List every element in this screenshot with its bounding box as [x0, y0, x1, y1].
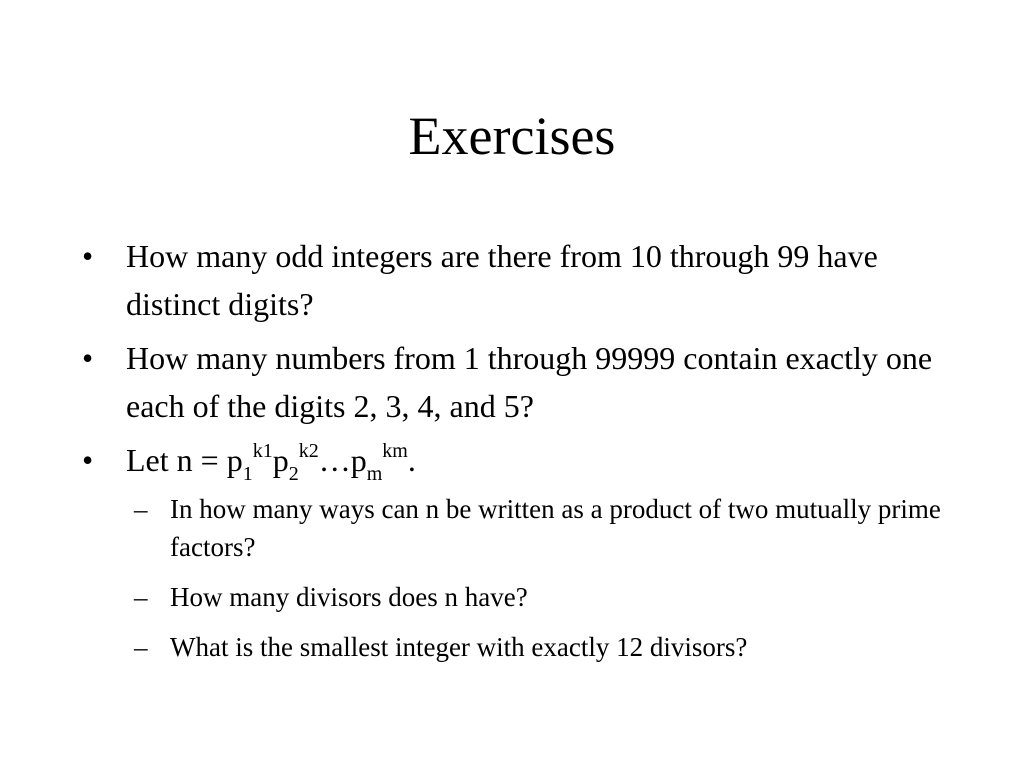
math-subscript-2: 2 — [288, 463, 299, 486]
bullet-text: How many odd integers are there from 10 through 99 have distinct digits? — [126, 238, 878, 322]
bullet-text: How many numbers from 1 through 99999 contain exactly one each of the digits 2, 3, 4, and 5? — [126, 340, 933, 424]
sub-bullet-text: In how many ways can n be written as a product of two mutually prime factors? — [170, 494, 941, 562]
math-exponent-3: km — [382, 440, 408, 463]
sub-bullet-item — [134, 490, 962, 566]
sub-bullet-marker: – — [134, 582, 148, 612]
bullet-marker: • — [82, 340, 94, 376]
math-subscript-3: m — [366, 463, 383, 486]
math-p2: p — [272, 442, 289, 478]
bullet-list — [82, 232, 962, 678]
slide-title: Exercises — [408, 106, 616, 166]
bullet-math-expression — [126, 440, 416, 486]
sub-bullet-marker: – — [134, 632, 148, 662]
bullet-marker: • — [82, 442, 94, 478]
math-mid: …p — [318, 442, 367, 478]
bullet-marker: • — [82, 238, 94, 274]
bullet-item — [82, 436, 962, 484]
bullet-item — [82, 334, 962, 430]
math-suffix: . — [407, 442, 416, 478]
sub-bullet-item — [134, 578, 962, 616]
sub-bullet-marker: – — [134, 494, 148, 524]
math-prefix: Let n = p — [126, 442, 243, 478]
sub-bullet-text: How many divisors does n have? — [170, 582, 528, 612]
math-subscript-1: 1 — [242, 463, 253, 486]
sub-bullet-list — [134, 490, 962, 666]
math-exponent-1: k1 — [252, 440, 273, 463]
bullet-item — [82, 232, 962, 328]
math-exponent-2: k2 — [298, 440, 319, 463]
sub-bullet-text: What is the smallest integer with exactly 12 divisors? — [170, 632, 748, 662]
sub-bullet-item — [134, 628, 962, 666]
